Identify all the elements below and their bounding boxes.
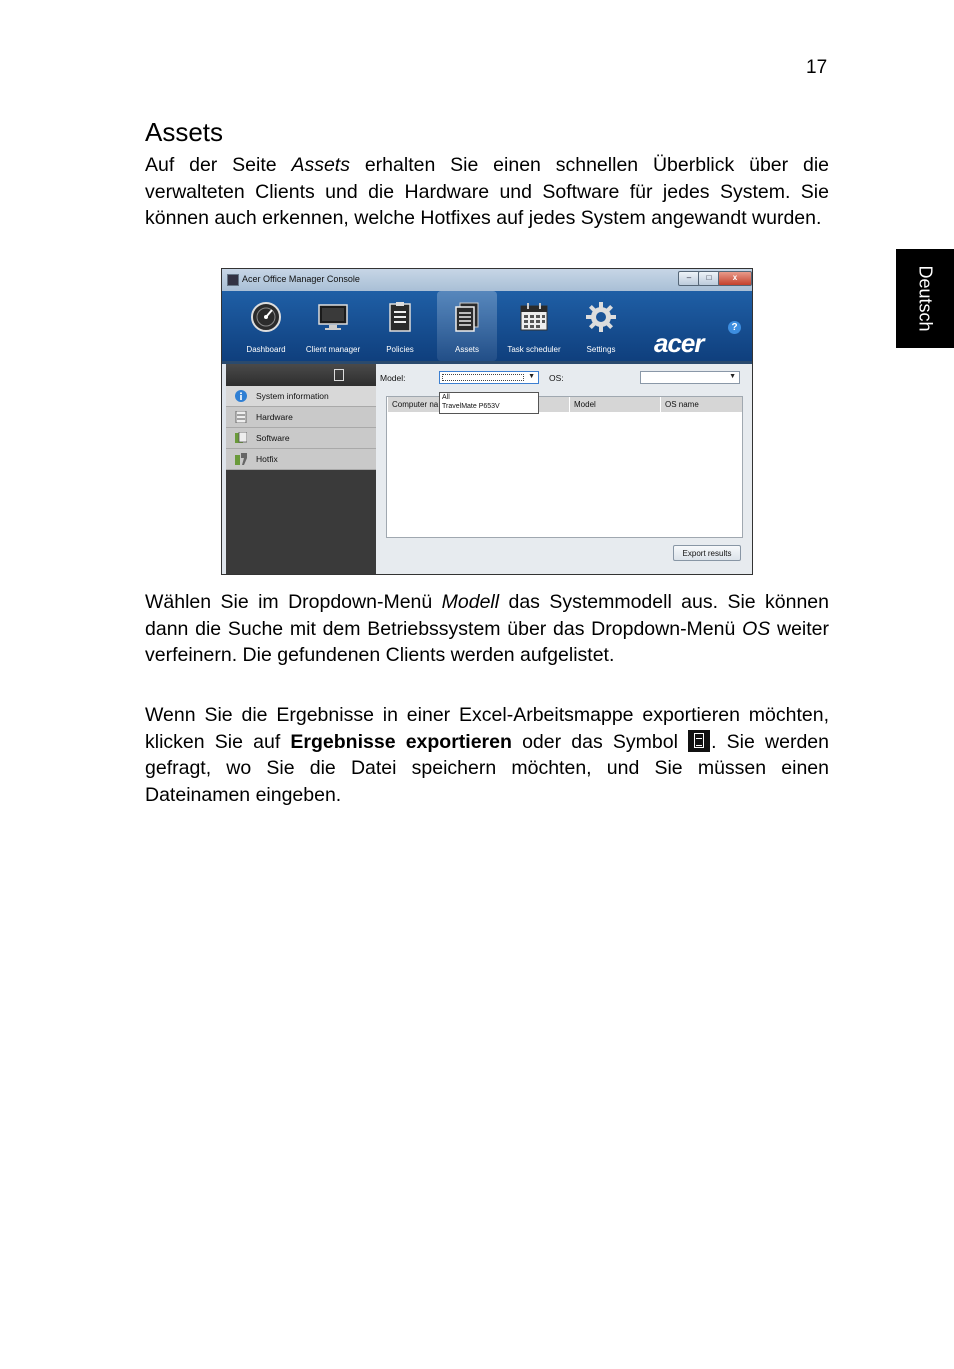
app-window-screenshot bbox=[221, 268, 753, 575]
sidebar-item-label: System information bbox=[256, 391, 329, 401]
sidebar-item-software[interactable] bbox=[226, 428, 376, 449]
toolbar-settings[interactable] bbox=[571, 291, 631, 361]
window-title: Acer Office Manager Console bbox=[242, 274, 360, 284]
software-icon bbox=[235, 432, 247, 444]
maximize-button[interactable]: □ bbox=[698, 271, 720, 286]
model-option-travelmate[interactable]: TravelMate P653V bbox=[442, 403, 500, 410]
export-results-button[interactable]: Export results bbox=[673, 545, 741, 561]
toolbar-dashboard[interactable] bbox=[236, 291, 296, 361]
toolbar-label: Policies bbox=[386, 345, 414, 354]
acer-logo: acer bbox=[654, 328, 704, 358]
app-icon bbox=[227, 274, 239, 286]
section-heading: Assets bbox=[145, 117, 224, 147]
monitor-icon bbox=[317, 301, 349, 333]
os-dropdown[interactable] bbox=[640, 371, 740, 384]
sidebar-item-hotfix[interactable] bbox=[226, 449, 376, 470]
close-button[interactable]: x bbox=[718, 271, 752, 286]
column-computer-name[interactable]: Computer na bbox=[388, 397, 480, 412]
minimize-button[interactable]: – bbox=[678, 271, 700, 286]
calendar-icon bbox=[518, 301, 550, 333]
sidebar-item-label: Hotfix bbox=[256, 454, 278, 464]
assets-content-area bbox=[376, 364, 752, 575]
toolbar-assets[interactable] bbox=[437, 291, 497, 361]
list-document-icon bbox=[451, 301, 483, 333]
toolbar-label: Task scheduler bbox=[507, 345, 561, 354]
toolbar-label: Settings bbox=[586, 345, 616, 354]
hotfix-icon bbox=[235, 453, 247, 465]
export-document-icon[interactable] bbox=[334, 369, 344, 381]
column-model[interactable]: Model bbox=[570, 397, 661, 412]
toolbar-label: Assets bbox=[454, 345, 479, 354]
export-document-icon bbox=[688, 730, 710, 752]
paragraph-intro: Auf der Seite Assets erhalten Sie einen schnellen Überblick über die verwalteten Clients und die Hardware und Software für jedes System. Sie können auch erkennen, welche Hotfixes auf jedes System angewandt wurden. bbox=[145, 154, 829, 230]
model-option-all[interactable]: All bbox=[442, 394, 450, 401]
column-os-name[interactable]: OS name bbox=[665, 400, 699, 409]
sidebar-item-label: Hardware bbox=[256, 412, 293, 422]
language-side-tab-label: Deutsch bbox=[915, 265, 936, 332]
window-titlebar bbox=[222, 269, 752, 291]
info-icon bbox=[235, 390, 247, 402]
paragraph-export: Wenn Sie die Ergebnisse in einer Excel-Arbeitsmappe exportieren möchten, klicken Sie auf Ergebnisse exportieren oder das Symbol . Sie werden gefragt, wo Sie die Datei speichern möchten, und Sie müssen einen Dateinamen eingeben. bbox=[145, 704, 829, 807]
gauge-icon bbox=[250, 301, 282, 333]
sidebar bbox=[226, 364, 376, 575]
hardware-icon bbox=[235, 411, 247, 423]
chevron-down-icon: ▼ bbox=[528, 373, 535, 380]
toolbar-policies[interactable] bbox=[370, 291, 430, 361]
language-side-tab bbox=[896, 249, 954, 348]
toolbar-label: Client manager bbox=[305, 345, 361, 354]
main-toolbar bbox=[222, 291, 752, 361]
model-filter-label: Model: bbox=[380, 373, 406, 383]
sidebar-item-system-information[interactable] bbox=[226, 386, 376, 407]
sidebar-export-bar bbox=[226, 364, 376, 386]
model-dropdown[interactable] bbox=[439, 371, 539, 384]
page-number: 17 bbox=[806, 57, 828, 78]
assets-table bbox=[386, 396, 743, 538]
toolbar-label: Dashboard bbox=[246, 345, 286, 354]
gear-icon bbox=[585, 301, 617, 333]
os-filter-label: OS: bbox=[549, 373, 564, 383]
paragraph-model-filter: Wählen Sie im Dropdown-Menü Modell das Systemmodell aus. Sie können dann die Suche mit dem Betriebssystem über das Dropdown-Menü OS weiter verfeinern. Die gefundenen Clients werden aufgelistet. bbox=[145, 591, 830, 667]
toolbar-task-scheduler[interactable] bbox=[504, 291, 564, 361]
chevron-down-icon: ▼ bbox=[729, 373, 736, 380]
toolbar-client-manager[interactable] bbox=[303, 291, 363, 361]
sidebar-item-label: Software bbox=[256, 433, 290, 443]
model-dropdown-list bbox=[439, 392, 539, 414]
sidebar-item-hardware[interactable] bbox=[226, 407, 376, 428]
model-dropdown-focus bbox=[442, 374, 524, 381]
help-icon[interactable]: ? bbox=[728, 321, 741, 334]
clipboard-icon bbox=[384, 301, 416, 333]
